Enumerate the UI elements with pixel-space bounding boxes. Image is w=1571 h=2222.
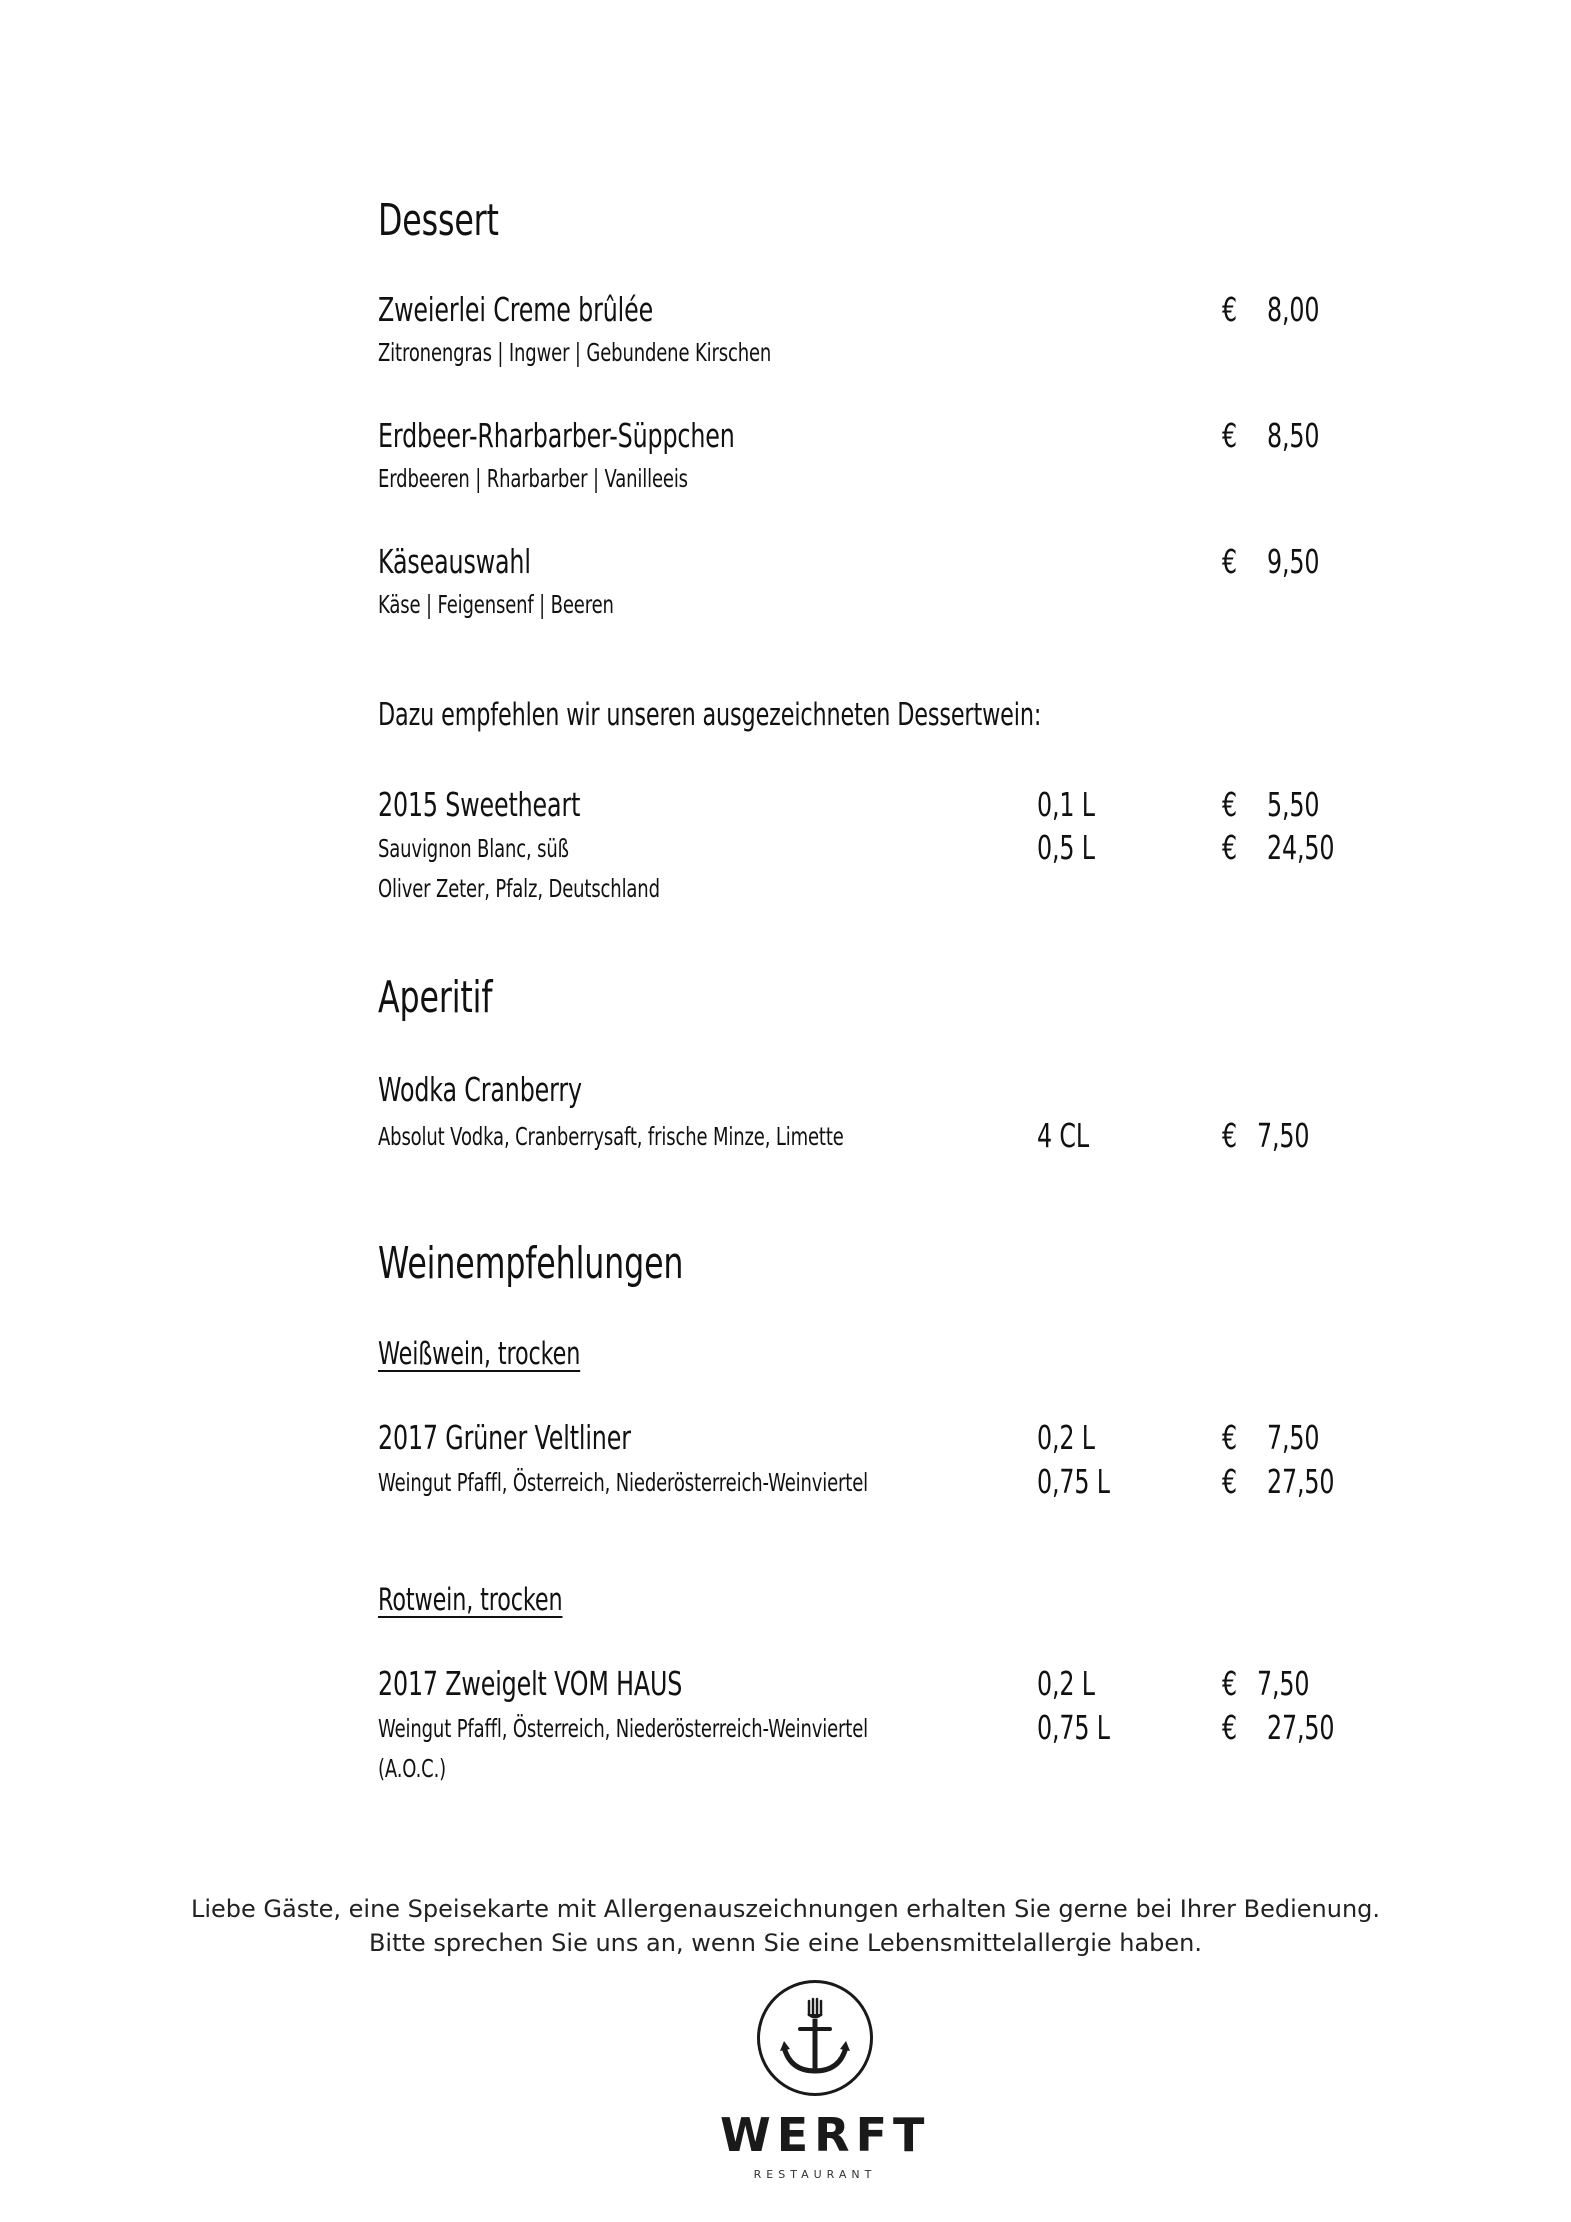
dessert-item-desc: Käse | Feigensenf | Beeren: [378, 590, 614, 619]
volume: 0,75 L: [1037, 1708, 1110, 1747]
dessert-wine-name: 2015 Sweetheart: [378, 785, 581, 824]
currency-symbol: €: [1222, 785, 1237, 824]
price: 9,50: [1267, 542, 1320, 581]
price: 7,50: [1267, 1418, 1320, 1457]
section-title-dessert: Dessert: [378, 195, 499, 246]
volume: 0,75 L: [1037, 1462, 1110, 1501]
dessert-wine-desc: Sauvignon Blanc, süß: [378, 834, 569, 863]
volume: 0,5 L: [1037, 828, 1095, 867]
aperitif-item-desc: Absolut Vodka, Cranberrysaft, frische Minze, Limette: [378, 1122, 844, 1151]
subhead-white-wine: Weißwein, trocken: [378, 1336, 581, 1372]
currency-symbol: €: [1222, 1116, 1237, 1155]
price: 8,00: [1267, 290, 1320, 329]
logo-subtitle: RESTAURANT: [753, 2168, 877, 2181]
aperitif-item-name: Wodka Cranberry: [378, 1070, 582, 1109]
dessert-wine-recommendation: Dazu empfehlen wir unseren ausgezeichneten Dessertwein:: [378, 697, 1042, 733]
white-wine-desc: Weingut Pfaffl, Österreich, Niederösterreich-Weinviertel: [378, 1468, 869, 1497]
currency-symbol: €: [1222, 1418, 1237, 1457]
white-wine-name: 2017 Grüner Veltliner: [378, 1418, 631, 1457]
dessert-item-name: Käseauswahl: [378, 542, 531, 581]
price: 24,50: [1267, 828, 1335, 867]
section-title-aperitif: Aperitif: [378, 972, 493, 1023]
section-title-wines: Weinempfehlungen: [378, 1238, 684, 1289]
currency-symbol: €: [1222, 290, 1237, 329]
volume: 0,2 L: [1037, 1664, 1095, 1703]
dessert-wine-origin: Oliver Zeter, Pfalz, Deutschland: [378, 874, 660, 903]
logo-wordmark: WERFT: [720, 2108, 931, 2162]
currency-symbol: €: [1222, 542, 1237, 581]
price: 7,50: [1257, 1664, 1310, 1703]
allergen-notice: Liebe Gäste, eine Speisekarte mit Allergenauszeichnungen erhalten Sie gerne bei Ihrer Bedienung.: [190, 1895, 1381, 1923]
price: 27,50: [1267, 1462, 1335, 1501]
red-wine-name: 2017 Zweigelt VOM HAUS: [378, 1664, 683, 1703]
dessert-item-desc: Erdbeeren | Rharbarber | Vanilleeis: [378, 464, 688, 493]
volume: 4 CL: [1037, 1116, 1089, 1155]
red-wine-appellation: (A.O.C.): [378, 1754, 447, 1783]
volume: 0,1 L: [1037, 785, 1095, 824]
price: 8,50: [1267, 416, 1320, 455]
currency-symbol: €: [1222, 828, 1237, 867]
price: 27,50: [1267, 1708, 1335, 1747]
dessert-item-desc: Zitronengras | Ingwer | Gebundene Kirschen: [378, 338, 772, 367]
dessert-item-name: Zweierlei Creme brûlée: [378, 290, 654, 329]
restaurant-logo: [720, 1980, 931, 2210]
currency-symbol: €: [1222, 416, 1237, 455]
price: 5,50: [1267, 785, 1320, 824]
subhead-red-wine: Rotwein, trocken: [378, 1582, 563, 1618]
currency-symbol: €: [1222, 1664, 1237, 1703]
price: 7,50: [1257, 1116, 1310, 1155]
anchor-fork-icon: [757, 1980, 873, 2096]
red-wine-desc: Weingut Pfaffl, Österreich, Niederösterreich-Weinviertel: [378, 1714, 869, 1743]
volume: 0,2 L: [1037, 1418, 1095, 1457]
allergy-notice: Bitte sprechen Sie uns an, wenn Sie eine Lebensmittelallergie haben.: [368, 1929, 1203, 1957]
dessert-item-name: Erdbeer-Rharbarber-Süppchen: [378, 416, 735, 455]
currency-symbol: €: [1222, 1708, 1237, 1747]
currency-symbol: €: [1222, 1462, 1237, 1501]
